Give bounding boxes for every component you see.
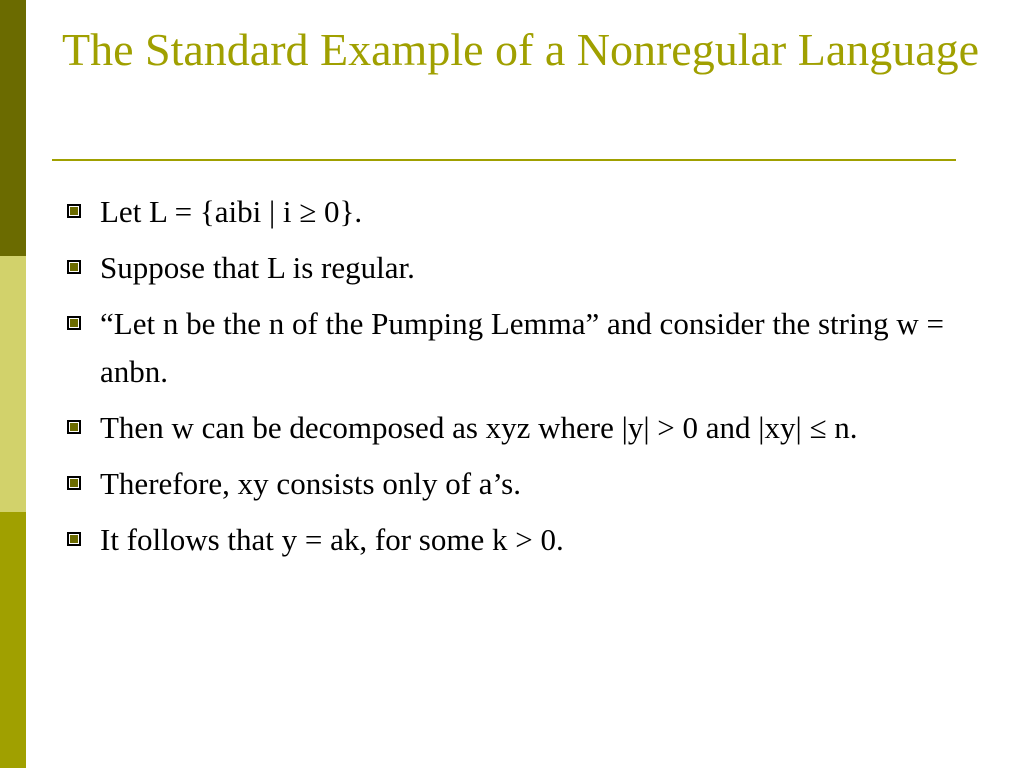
bullet-text: Let L = {aibi | i ≥ 0}. xyxy=(100,194,363,229)
sidebar-segment-bottom xyxy=(0,512,26,768)
bullet-text: Suppose that L is regular. xyxy=(100,250,415,285)
square-bullet-icon xyxy=(67,204,81,218)
bullet-item xyxy=(62,244,962,292)
bullet-text: It follows that y = ak, for some k > 0. xyxy=(100,522,564,557)
square-bullet-icon xyxy=(67,260,81,274)
bullet-item xyxy=(62,188,962,236)
square-bullet-icon xyxy=(67,316,81,330)
bullet-text: “Let n be the n of the Pumping Lemma” and consider the string w = anbn. xyxy=(100,306,944,389)
bullet-list xyxy=(62,188,962,572)
slide-title: The Standard Example of a Nonregular Language xyxy=(62,24,980,75)
sidebar-segment-middle xyxy=(0,256,26,512)
square-bullet-icon xyxy=(67,532,81,546)
square-bullet-icon xyxy=(67,476,81,490)
bullet-item xyxy=(62,516,962,564)
bullet-item xyxy=(62,300,962,396)
title-underline xyxy=(52,159,956,161)
sidebar-segment-top xyxy=(0,0,26,256)
sidebar-decoration xyxy=(0,0,26,768)
bullet-text: Therefore, xy consists only of a’s. xyxy=(100,466,521,501)
square-bullet-icon xyxy=(67,420,81,434)
bullet-item xyxy=(62,460,962,508)
bullet-item xyxy=(62,404,962,452)
bullet-text: Then w can be decomposed as xyz where |y| > 0 and |xy| ≤ n. xyxy=(100,410,858,445)
